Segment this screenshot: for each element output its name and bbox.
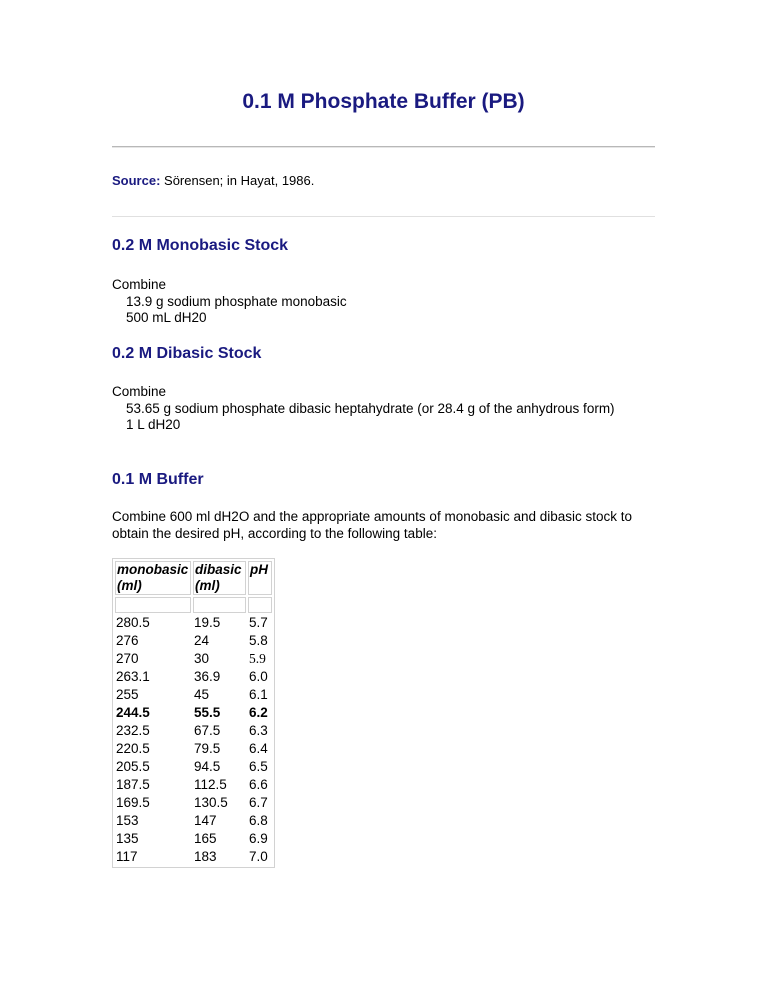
monobasic-recipe	[112, 277, 347, 327]
table-row	[115, 849, 272, 865]
table-row	[115, 741, 272, 757]
column-header: dibasic (ml)	[193, 561, 246, 595]
ph-cell: 6.8	[249, 813, 268, 828]
column-header: monobasic (ml)	[115, 561, 191, 595]
monobasic-cell: 205.5	[116, 759, 150, 774]
table-row	[115, 759, 272, 775]
recipe-line: Combine	[112, 384, 167, 399]
table-row	[115, 615, 272, 631]
dibasic-cell: 45	[194, 687, 210, 702]
dibasic-cell: 165	[194, 831, 217, 846]
dibasic-cell: 67.5	[194, 723, 221, 738]
recipe-line: 53.65 g sodium phosphate dibasic heptahydrate (or 28.4 g of the anhydrous form)	[126, 400, 615, 416]
recipe-line: 500 mL dH20	[126, 310, 207, 325]
table-row	[115, 831, 272, 847]
ph-cell: 6.5	[249, 759, 268, 774]
monobasic-cell: 244.5	[116, 705, 150, 720]
monobasic-cell: 135	[116, 831, 139, 846]
dibasic-cell: 147	[194, 813, 217, 828]
monobasic-cell: 187.5	[116, 777, 150, 792]
monobasic-cell: 270	[116, 651, 139, 666]
dibasic-cell: 30	[194, 651, 210, 666]
dibasic-cell: 55.5	[194, 705, 221, 720]
ph-table	[112, 558, 275, 868]
dibasic-cell: 19.5	[194, 615, 221, 630]
table-row	[115, 651, 272, 667]
dibasic-cell: 130.5	[194, 795, 228, 810]
monobasic-cell: 232.5	[116, 723, 150, 738]
monobasic-cell: 276	[116, 633, 139, 648]
table-row	[115, 795, 272, 811]
dibasic-cell: 36.9	[194, 669, 221, 684]
table-row	[115, 687, 272, 703]
ph-cell: 6.0	[249, 669, 268, 684]
page-title: 0.1 M Phosphate Buffer (PB)	[242, 90, 525, 113]
buffer-heading: 0.1 M Buffer	[112, 471, 204, 488]
dibasic-cell: 79.5	[194, 741, 221, 756]
divider	[112, 146, 655, 148]
dibasic-recipe	[112, 384, 672, 434]
ph-cell: 6.3	[249, 723, 268, 738]
ph-cell: 5.9	[249, 651, 266, 666]
ph-cell: 6.9	[249, 831, 268, 846]
ph-cell: 7.0	[249, 849, 268, 864]
table-row	[115, 813, 272, 829]
buffer-instructions: Combine 600 ml dH2O and the appropriate amounts of monobasic and dibasic stock to obtain the desired pH, according to the following table:	[112, 509, 633, 541]
recipe-line: Combine	[112, 277, 167, 292]
divider	[112, 216, 655, 217]
dibasic-heading: 0.2 M Dibasic Stock	[112, 345, 262, 362]
dibasic-cell: 94.5	[194, 759, 221, 774]
dibasic-cell: 112.5	[194, 777, 227, 792]
ph-cell: 5.7	[249, 615, 268, 630]
monobasic-cell: 263.1	[116, 669, 150, 684]
ph-cell: 6.6	[249, 777, 268, 792]
monobasic-cell: 153	[116, 813, 139, 828]
monobasic-cell: 220.5	[116, 741, 150, 756]
monobasic-cell: 117	[116, 849, 138, 864]
monobasic-cell: 169.5	[116, 795, 150, 810]
table-row	[115, 633, 272, 649]
recipe-line: 1 L dH20	[126, 417, 181, 432]
dibasic-cell: 24	[194, 633, 210, 648]
monobasic-cell: 255	[116, 687, 139, 702]
table-row	[115, 777, 272, 793]
table-row	[115, 669, 272, 685]
source-label: Source:	[112, 173, 161, 188]
source-line	[112, 173, 314, 188]
ph-cell: 6.7	[249, 795, 268, 810]
table-row	[115, 723, 272, 739]
ph-cell: 5.8	[249, 633, 268, 648]
monobasic-heading: 0.2 M Monobasic Stock	[112, 237, 289, 254]
source-text: Sörensen; in Hayat, 1986.	[164, 173, 315, 188]
ph-cell: 6.2	[249, 705, 268, 720]
table-spacer-row	[115, 597, 272, 613]
table-row	[115, 705, 272, 721]
table-header-row	[115, 561, 272, 595]
monobasic-cell: 280.5	[116, 615, 150, 630]
dibasic-cell: 183	[194, 849, 217, 864]
ph-cell: 6.4	[249, 741, 268, 756]
column-header: pH	[248, 561, 272, 595]
recipe-line: 13.9 g sodium phosphate monobasic	[126, 293, 347, 309]
ph-cell: 6.1	[249, 687, 268, 702]
